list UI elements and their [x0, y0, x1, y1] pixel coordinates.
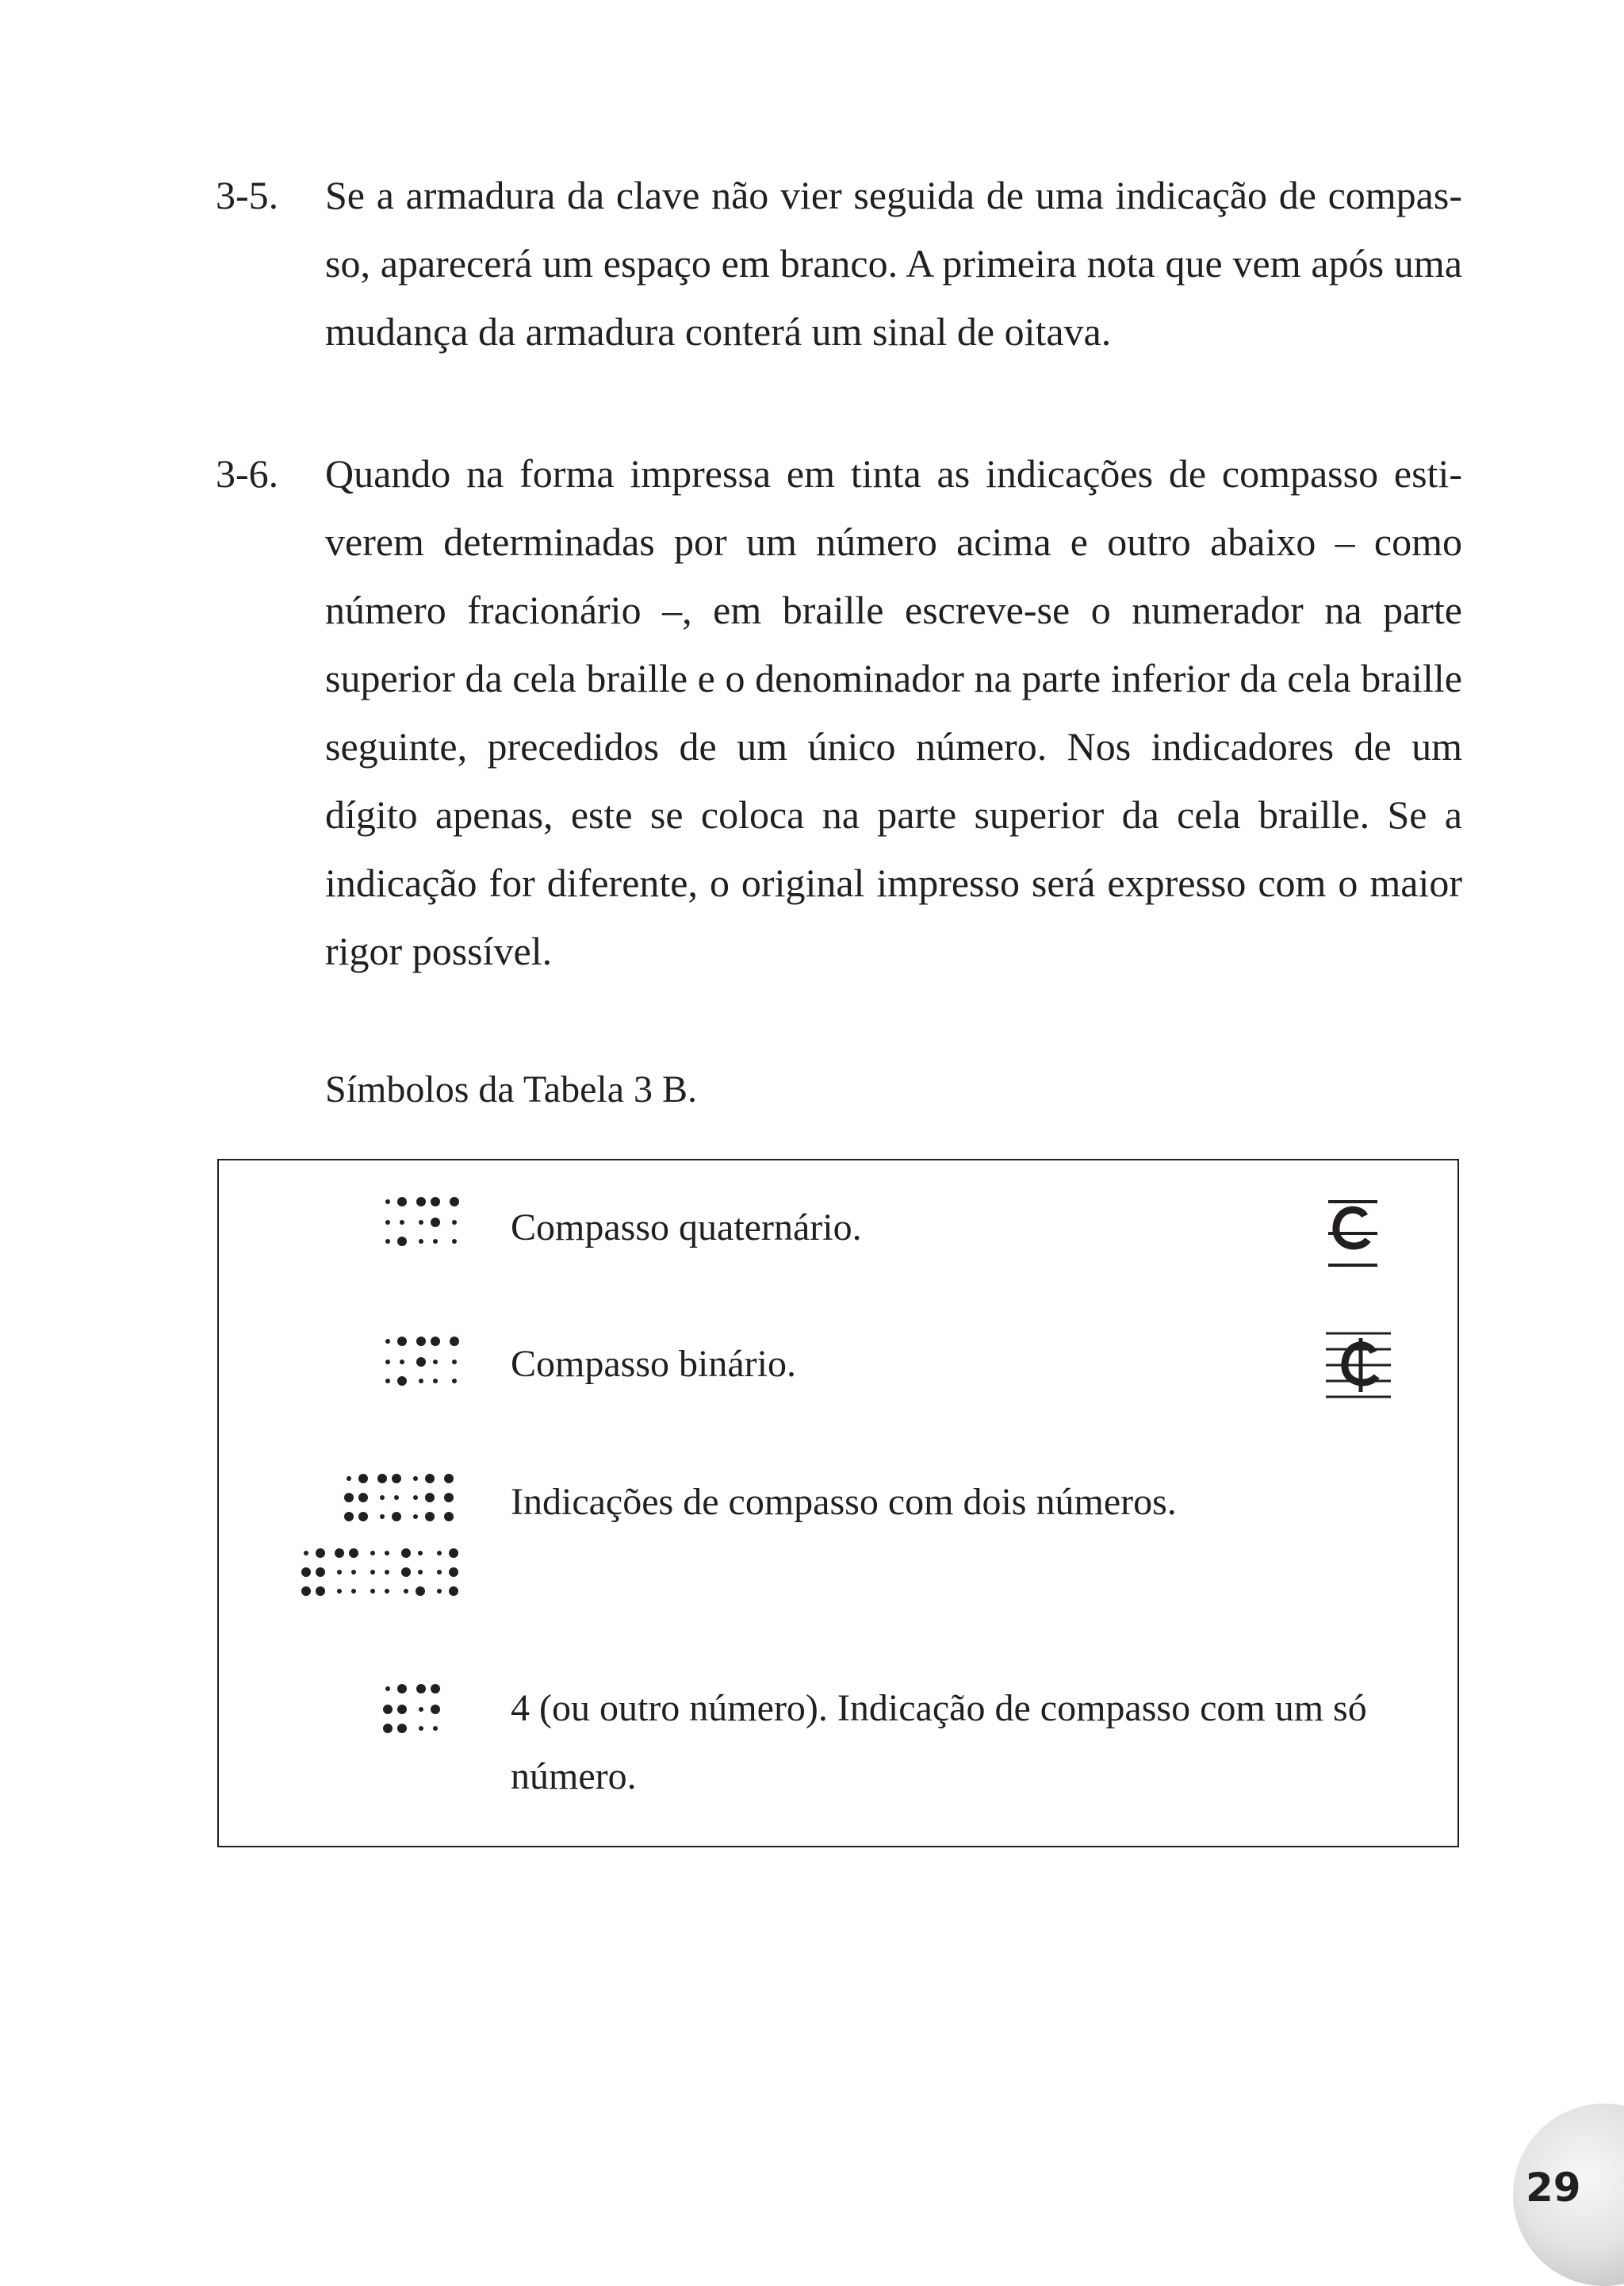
braille-cell-icon: [298, 1472, 469, 1599]
symbol-table: [217, 1159, 1459, 1847]
braille-cell-icon: [381, 1682, 469, 1733]
section-text: Se a armadura da clave não vier seguida de uma indicação de compasso, aparecerá um espaço em branco. A primeira nota que vem após uma mudança da armadura conterá um sinal de oitava.: [325, 173, 1462, 354]
common-time-icon: [1325, 1195, 1381, 1271]
section-number: 3-5.: [216, 173, 279, 217]
section-3-6: [216, 439, 1462, 985]
section-3-5: [216, 161, 1462, 366]
braille-cell-icon: [381, 1335, 469, 1386]
symbol-description: Compasso binário.: [511, 1343, 796, 1385]
braille-cell-icon: [381, 1195, 469, 1246]
page-number: 29: [1526, 2165, 1581, 2211]
symbol-description: Compasso quaternário.: [511, 1206, 862, 1248]
table-caption: Símbolos da Tabela 3 B.: [325, 1068, 698, 1110]
symbol-description: Indicações de compasso com dois números.: [511, 1481, 1177, 1523]
symbol-description: 4 (ou outro número). Indicação de compasso com um só número.: [511, 1687, 1367, 1797]
cut-time-icon: [1324, 1327, 1392, 1403]
section-text: Quando na forma impressa em tinta as indicações de compasso estiverem determinadas por um número acima e outro abaixo – como número fracionário –, em braille escreve-se o numerador na parte superior da cela braille e o denominador na parte inferior da cela braille seguinte, precedidos de um único número. Nos indicadores de um dígito apenas, este se coloca na parte superior da cela braille. Se a indicação for diferente, o original impresso será expresso com o maior rigor possível.: [325, 451, 1462, 973]
section-number: 3-6.: [216, 451, 279, 496]
